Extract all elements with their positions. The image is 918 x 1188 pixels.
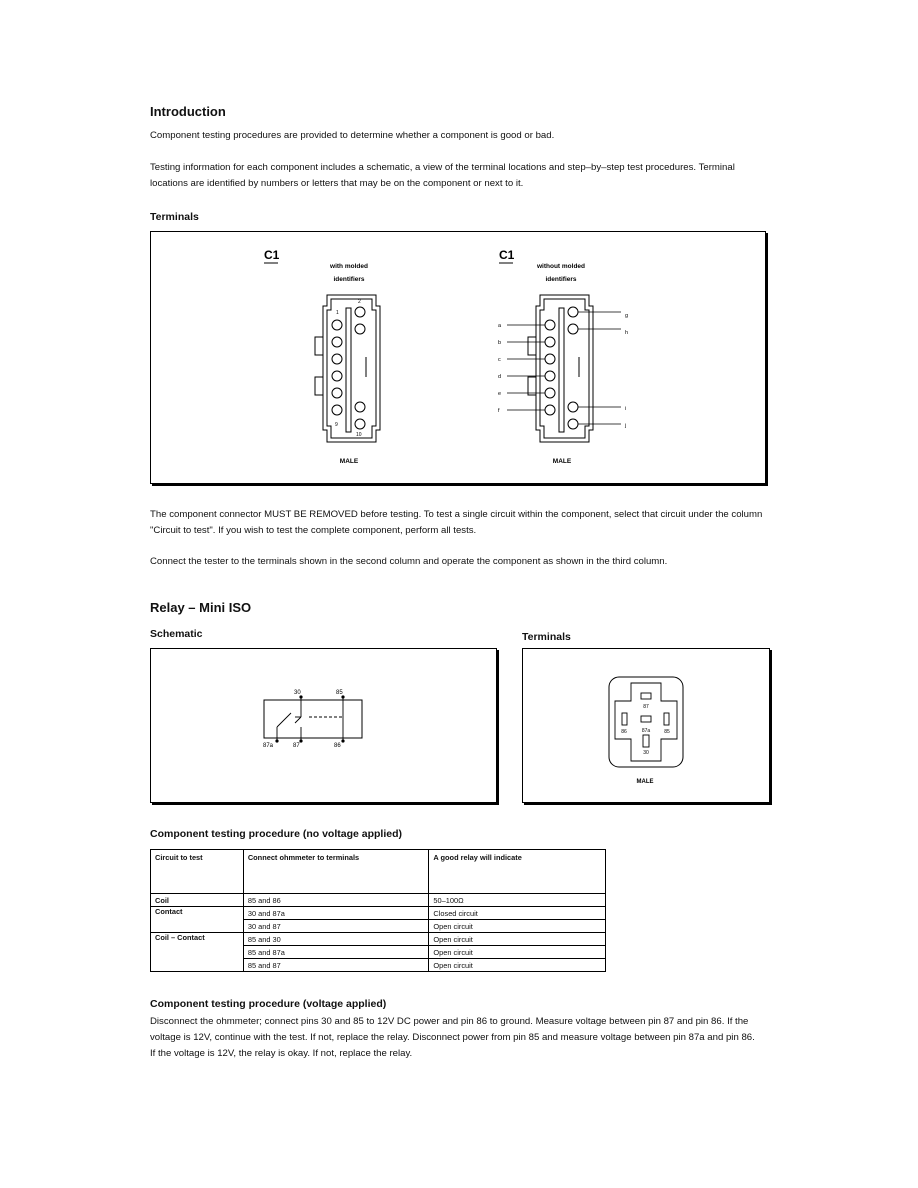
left-caption-1: with molded bbox=[330, 263, 368, 270]
connector-diagram bbox=[151, 232, 765, 483]
relay-terminals-diagram bbox=[523, 649, 769, 802]
table-row bbox=[151, 894, 606, 907]
table-row bbox=[151, 907, 606, 920]
right-connector-label: C1 bbox=[499, 248, 515, 262]
row-circuit: Contact bbox=[151, 907, 244, 933]
table-row bbox=[151, 933, 606, 946]
row-result: Open circuit bbox=[429, 920, 606, 933]
relay-terminals-box bbox=[522, 648, 770, 803]
label-g: g bbox=[625, 313, 629, 319]
row-result: Open circuit bbox=[429, 959, 606, 972]
row-terminals: 85 and 86 bbox=[243, 894, 429, 907]
row-terminals: 85 and 87 bbox=[243, 959, 429, 972]
label-b: b bbox=[498, 340, 502, 346]
terminals-heading: Terminals bbox=[150, 211, 199, 223]
schem-label-86: 86 bbox=[334, 743, 341, 749]
row-result: Open circuit bbox=[429, 946, 606, 959]
label-e: e bbox=[498, 391, 502, 397]
label-h: h bbox=[625, 330, 629, 336]
instructions-paragraph-2: Connect the tester to the terminals shown in the second column and operate the component as shown in the third column. bbox=[150, 556, 668, 567]
label-f: f bbox=[498, 408, 500, 414]
procedure-voltage-paragraph: Disconnect the ohmmeter; connect pins 30 and 85 to 12V DC power and pin 86 to ground. Measure voltage between pin 87 and pin 86. If the voltage is 12V, continue with the test. If not, replace the relay. Disconnect power from pin 85 and measure voltage between pin 87a and pin 86. If the voltage is 12V, the relay is okay. If not, replace the relay. bbox=[150, 1016, 755, 1059]
procedure-no-voltage-heading: Component testing procedure (no voltage applied) bbox=[150, 828, 403, 840]
left-pin-1-label: 1 bbox=[336, 310, 339, 316]
row-terminals: 85 and 87a bbox=[243, 946, 429, 959]
schem-label-87a: 87a bbox=[263, 743, 274, 749]
intro-paragraph-2: Testing information for each component includes a schematic, a view of the terminal locations and step–by–step test procedures. Terminal locations are identified by numbers or letters that may be on the component or next to it. bbox=[150, 162, 735, 189]
row-result: Closed circuit bbox=[429, 907, 606, 920]
schem-label-30: 30 bbox=[294, 690, 301, 696]
term-label-86: 86 bbox=[621, 729, 627, 735]
col-header-terminals: Connect ohmmeter to terminals bbox=[243, 850, 429, 894]
row-result: Open circuit bbox=[429, 933, 606, 946]
procedure-voltage-heading: Component testing procedure (voltage applied) bbox=[150, 998, 387, 1010]
table-header-row bbox=[151, 850, 606, 894]
left-gender-label: MALE bbox=[339, 458, 359, 465]
right-caption-1: without molded bbox=[536, 263, 586, 270]
left-connector-label: C1 bbox=[264, 248, 280, 262]
row-result: 50–100Ω bbox=[429, 894, 606, 907]
term-label-85: 85 bbox=[664, 729, 670, 735]
label-a: a bbox=[498, 323, 502, 329]
right-connector-shell bbox=[528, 295, 593, 442]
label-i: i bbox=[625, 406, 627, 412]
row-terminals: 30 and 87 bbox=[243, 920, 429, 933]
term-label-87: 87 bbox=[643, 704, 649, 710]
col-header-circuit: Circuit to test bbox=[151, 850, 244, 894]
relay-gender-label: MALE bbox=[636, 779, 654, 785]
schem-label-85: 85 bbox=[336, 690, 343, 696]
intro-paragraph-1: Component testing procedures are provided to determine whether a component is good or bad. bbox=[150, 130, 555, 141]
procedure-table bbox=[150, 849, 606, 972]
label-d: d bbox=[498, 374, 502, 380]
schem-label-87: 87 bbox=[293, 743, 300, 749]
col-header-result: A good relay will indicate bbox=[429, 850, 606, 894]
left-pin-10-label: 10 bbox=[356, 432, 362, 438]
row-terminals: 85 and 30 bbox=[243, 933, 429, 946]
right-letter-labels bbox=[498, 313, 628, 429]
relay-schematic-box bbox=[150, 648, 497, 803]
left-pin-9-label: 9 bbox=[335, 422, 338, 428]
right-gender-label: MALE bbox=[552, 458, 572, 465]
connector-diagram-box bbox=[150, 231, 766, 484]
row-circuit: Coil bbox=[151, 894, 244, 907]
relay-schematic bbox=[151, 649, 496, 802]
right-caption-2: identifiers bbox=[545, 276, 577, 283]
left-caption-2: identifiers bbox=[333, 276, 365, 283]
left-pins bbox=[332, 307, 365, 429]
term-label-87a: 87a bbox=[641, 728, 651, 734]
left-connector-shell bbox=[315, 295, 380, 442]
row-circuit: Coil – Contact bbox=[151, 933, 244, 972]
schematic-heading: Schematic bbox=[150, 628, 203, 640]
relay-terminals-heading: Terminals bbox=[522, 631, 571, 643]
label-c: c bbox=[498, 357, 501, 363]
instructions-paragraph-1: The component connector MUST BE REMOVED before testing. To test a single circuit within the component, select that circuit under the column "Circuit to test". If you wish to test the complete component, perform all tests. bbox=[150, 509, 763, 536]
relay-heading: Relay – Mini ISO bbox=[150, 600, 252, 615]
row-terminals: 30 and 87a bbox=[243, 907, 429, 920]
left-pin-2-label: 2 bbox=[358, 299, 361, 305]
term-label-30: 30 bbox=[643, 750, 649, 756]
label-j: j bbox=[625, 423, 627, 429]
right-pins bbox=[545, 307, 578, 429]
intro-heading: Introduction bbox=[150, 104, 226, 119]
